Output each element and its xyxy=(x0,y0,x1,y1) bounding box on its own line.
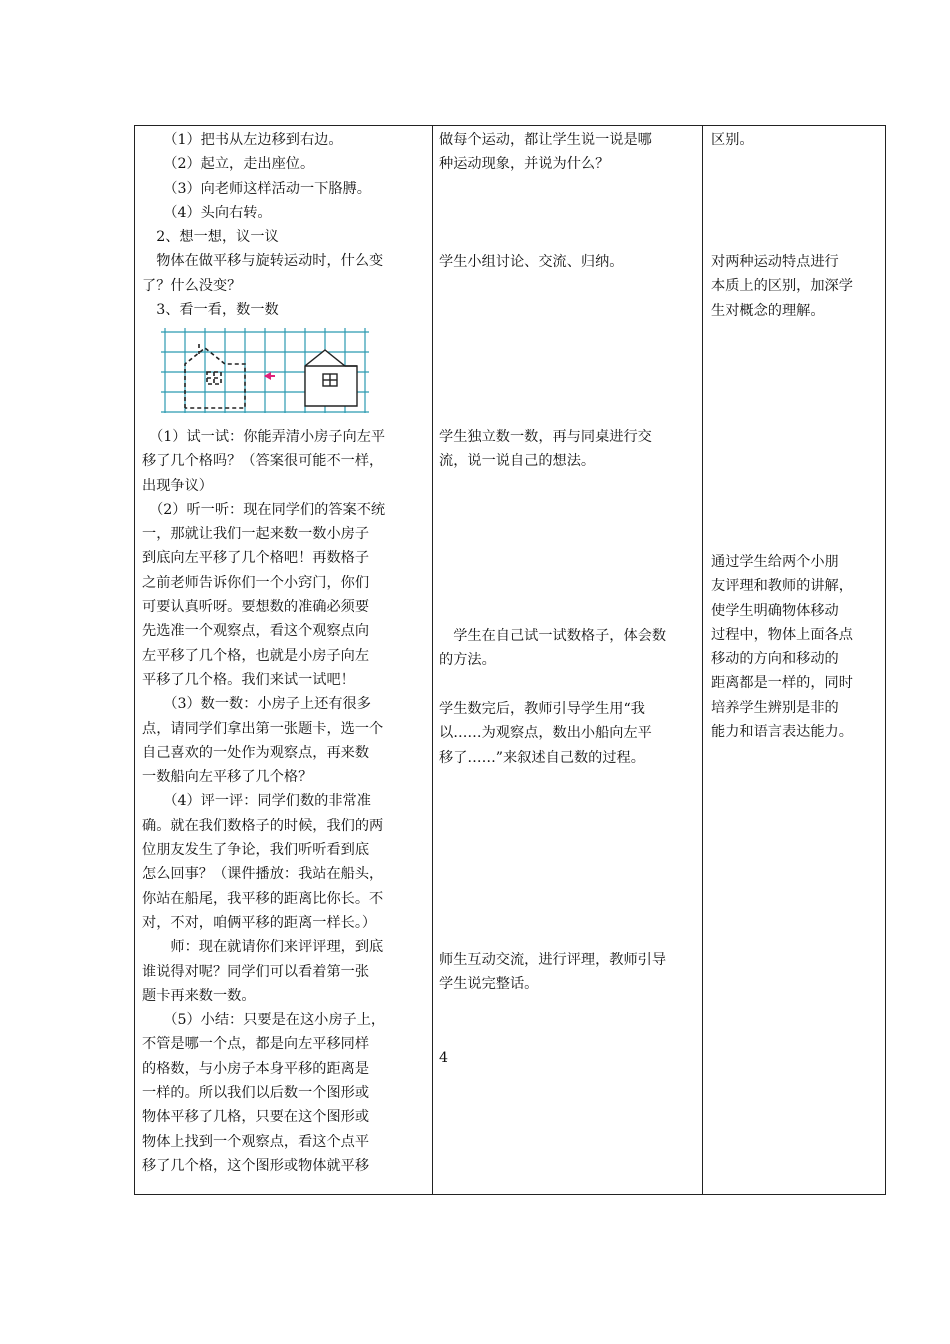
translation-grid-figure xyxy=(161,328,369,413)
text-line: 学生小组讨论、交流、归纳。 xyxy=(439,254,624,270)
text-line: 以……为观察点，数出小船向左平 xyxy=(439,725,652,742)
text-line: 怎么回事？（课件播放：我站在船头， xyxy=(142,866,384,883)
text-line: （2）听一听：现在同学们的答案不统 xyxy=(142,501,386,518)
text-line: 种运动现象，并说为什么？ xyxy=(439,156,610,173)
text-line: 出现争议） xyxy=(142,477,213,494)
text-line: 学生说完整话。 xyxy=(439,976,539,993)
activity-lines-main xyxy=(142,425,426,1178)
text-line: 对，不对，咱俩平移的距离一样长。） xyxy=(142,914,377,931)
text-line: 谁说得对呢？同学们可以看着第一张 xyxy=(142,963,370,980)
column-divider xyxy=(432,126,433,1194)
text-line: 学生在自己试一试数格子，体会数 xyxy=(439,628,667,644)
text-line: 之前老师告诉你们一个小窍门，你们 xyxy=(142,574,370,591)
intent-block xyxy=(711,550,881,744)
text-line: 题卡再来数一数。 xyxy=(142,987,256,1004)
text-line: 物体平移了几格，只要在这个图形或 xyxy=(142,1109,370,1126)
text-line: 确。就在我们数格子的时候，我们的两 xyxy=(142,817,384,834)
text-line: （5）小结：只要是在这小房子上， xyxy=(142,1012,386,1029)
student-block xyxy=(439,425,697,474)
text-line: 一，那就让我们一起来数一数小房子 xyxy=(142,526,370,543)
activity-lines-top xyxy=(142,128,426,322)
text-line: （4）头向右转。 xyxy=(142,204,272,221)
text-line: 师：现在就请你们来评评理，到底 xyxy=(142,939,384,956)
text-line: 学生数完后，教师引导学生用“我 xyxy=(439,701,645,717)
teacher-activity-column xyxy=(142,126,426,1194)
text-line: 做每个运动，都让学生说一说是哪 xyxy=(439,132,652,148)
text-line: 移了几个格，这个图形或物体就平移 xyxy=(142,1157,370,1174)
student-activity-column xyxy=(439,126,697,1194)
text-line: 了？什么没变？ xyxy=(142,277,242,294)
text-line: 左平移了几个格，也就是小房子向左 xyxy=(142,647,370,664)
text-line: 点，请同学们拿出第一张题卡，选一个 xyxy=(142,720,384,737)
text-line: 的方法。 xyxy=(439,652,496,669)
text-line: 本质上的区别，加深学 xyxy=(711,278,853,295)
text-line: 你站在船尾，我平移的距离比你长。不 xyxy=(142,890,384,907)
dashed-house xyxy=(185,344,245,408)
text-line: （3）数一数：小房子上还有很多 xyxy=(142,696,371,713)
lesson-table xyxy=(134,125,886,1195)
student-block xyxy=(439,624,697,673)
student-block xyxy=(439,1046,697,1070)
text-line: 的格数，与小房子本身平移的距离是 xyxy=(142,1060,370,1077)
text-line: 平移了几个格。我们来试一试吧！ xyxy=(142,671,355,688)
text-line: 师生互动交流，进行评理，教师引导 xyxy=(439,952,667,968)
text-line: 培养学生辨别是非的 xyxy=(711,699,839,716)
text-line: 3、看一看，数一数 xyxy=(142,302,279,319)
grid-figure-svg xyxy=(161,328,369,413)
column-divider xyxy=(702,126,703,1194)
text-line: 移了……”来叙述自己数的过程。 xyxy=(439,749,645,766)
text-line: 流，说一说自己的想法。 xyxy=(439,453,596,470)
text-line: 位朋友发生了争论，我们听听看到底 xyxy=(142,842,370,859)
student-block xyxy=(439,128,697,177)
text-line: 自己喜欢的一处作为观察点，再来数 xyxy=(142,744,370,761)
text-line: 移了几个格吗？（答案很可能不一样， xyxy=(142,453,384,470)
text-line: 使学生明确物体移动 xyxy=(711,602,839,619)
text-line: 通过学生给两个小朋 xyxy=(711,554,839,570)
text-line: 物体上找到一个观察点，看这个点平 xyxy=(142,1133,370,1150)
text-line: 距离都是一样的，同时 xyxy=(711,675,853,692)
text-line: 不管是哪一个点，都是向左平移同样 xyxy=(142,1036,370,1053)
text-line: （2）起立，走出座位。 xyxy=(142,156,315,173)
text-line: 4 xyxy=(439,1050,449,1066)
text-line: 2、想一想，议一议 xyxy=(142,229,279,246)
text-line: 能力和语言表达能力。 xyxy=(711,724,853,741)
text-line: （1）把书从左边移到右边。 xyxy=(142,132,343,148)
text-line: （4）评一评：同学们数的非常准 xyxy=(142,793,371,810)
text-line: 区别。 xyxy=(711,132,754,148)
intent-block xyxy=(711,128,881,152)
text-line: 先选准一个观察点，看这个观察点向 xyxy=(142,623,370,640)
text-line: 过程中，物体上面各点 xyxy=(711,626,853,643)
text-line: 友评理和教师的讲解， xyxy=(711,578,853,595)
text-line: 可要认真听呀。要想数的准确必须要 xyxy=(142,599,370,616)
intent-block xyxy=(711,250,881,323)
text-line: 生对概念的理解。 xyxy=(711,302,825,319)
student-block xyxy=(439,250,697,274)
text-line: （3）向老师这样活动一下胳膊。 xyxy=(142,180,371,197)
student-block xyxy=(439,948,697,997)
text-line: 学生独立数一数，再与同桌进行交 xyxy=(439,429,652,445)
text-line: 到底向左平移了几个格吧！再数格子 xyxy=(142,550,370,567)
text-line: 物体在做平移与旋转运动时，什么变 xyxy=(142,253,384,270)
text-line: 对两种运动特点进行 xyxy=(711,254,839,270)
student-block xyxy=(439,697,697,770)
house xyxy=(305,350,357,406)
text-line: 移动的方向和移动的 xyxy=(711,651,839,668)
text-line: 一样的。所以我们以后数一个图形或 xyxy=(142,1085,370,1102)
text-line: （1）试一试：你能弄清小房子向左平 xyxy=(142,429,386,445)
design-intent-column xyxy=(711,126,881,1194)
text-line: 一数船向左平移了几个格？ xyxy=(142,769,313,786)
arrow-left-icon xyxy=(264,372,275,380)
